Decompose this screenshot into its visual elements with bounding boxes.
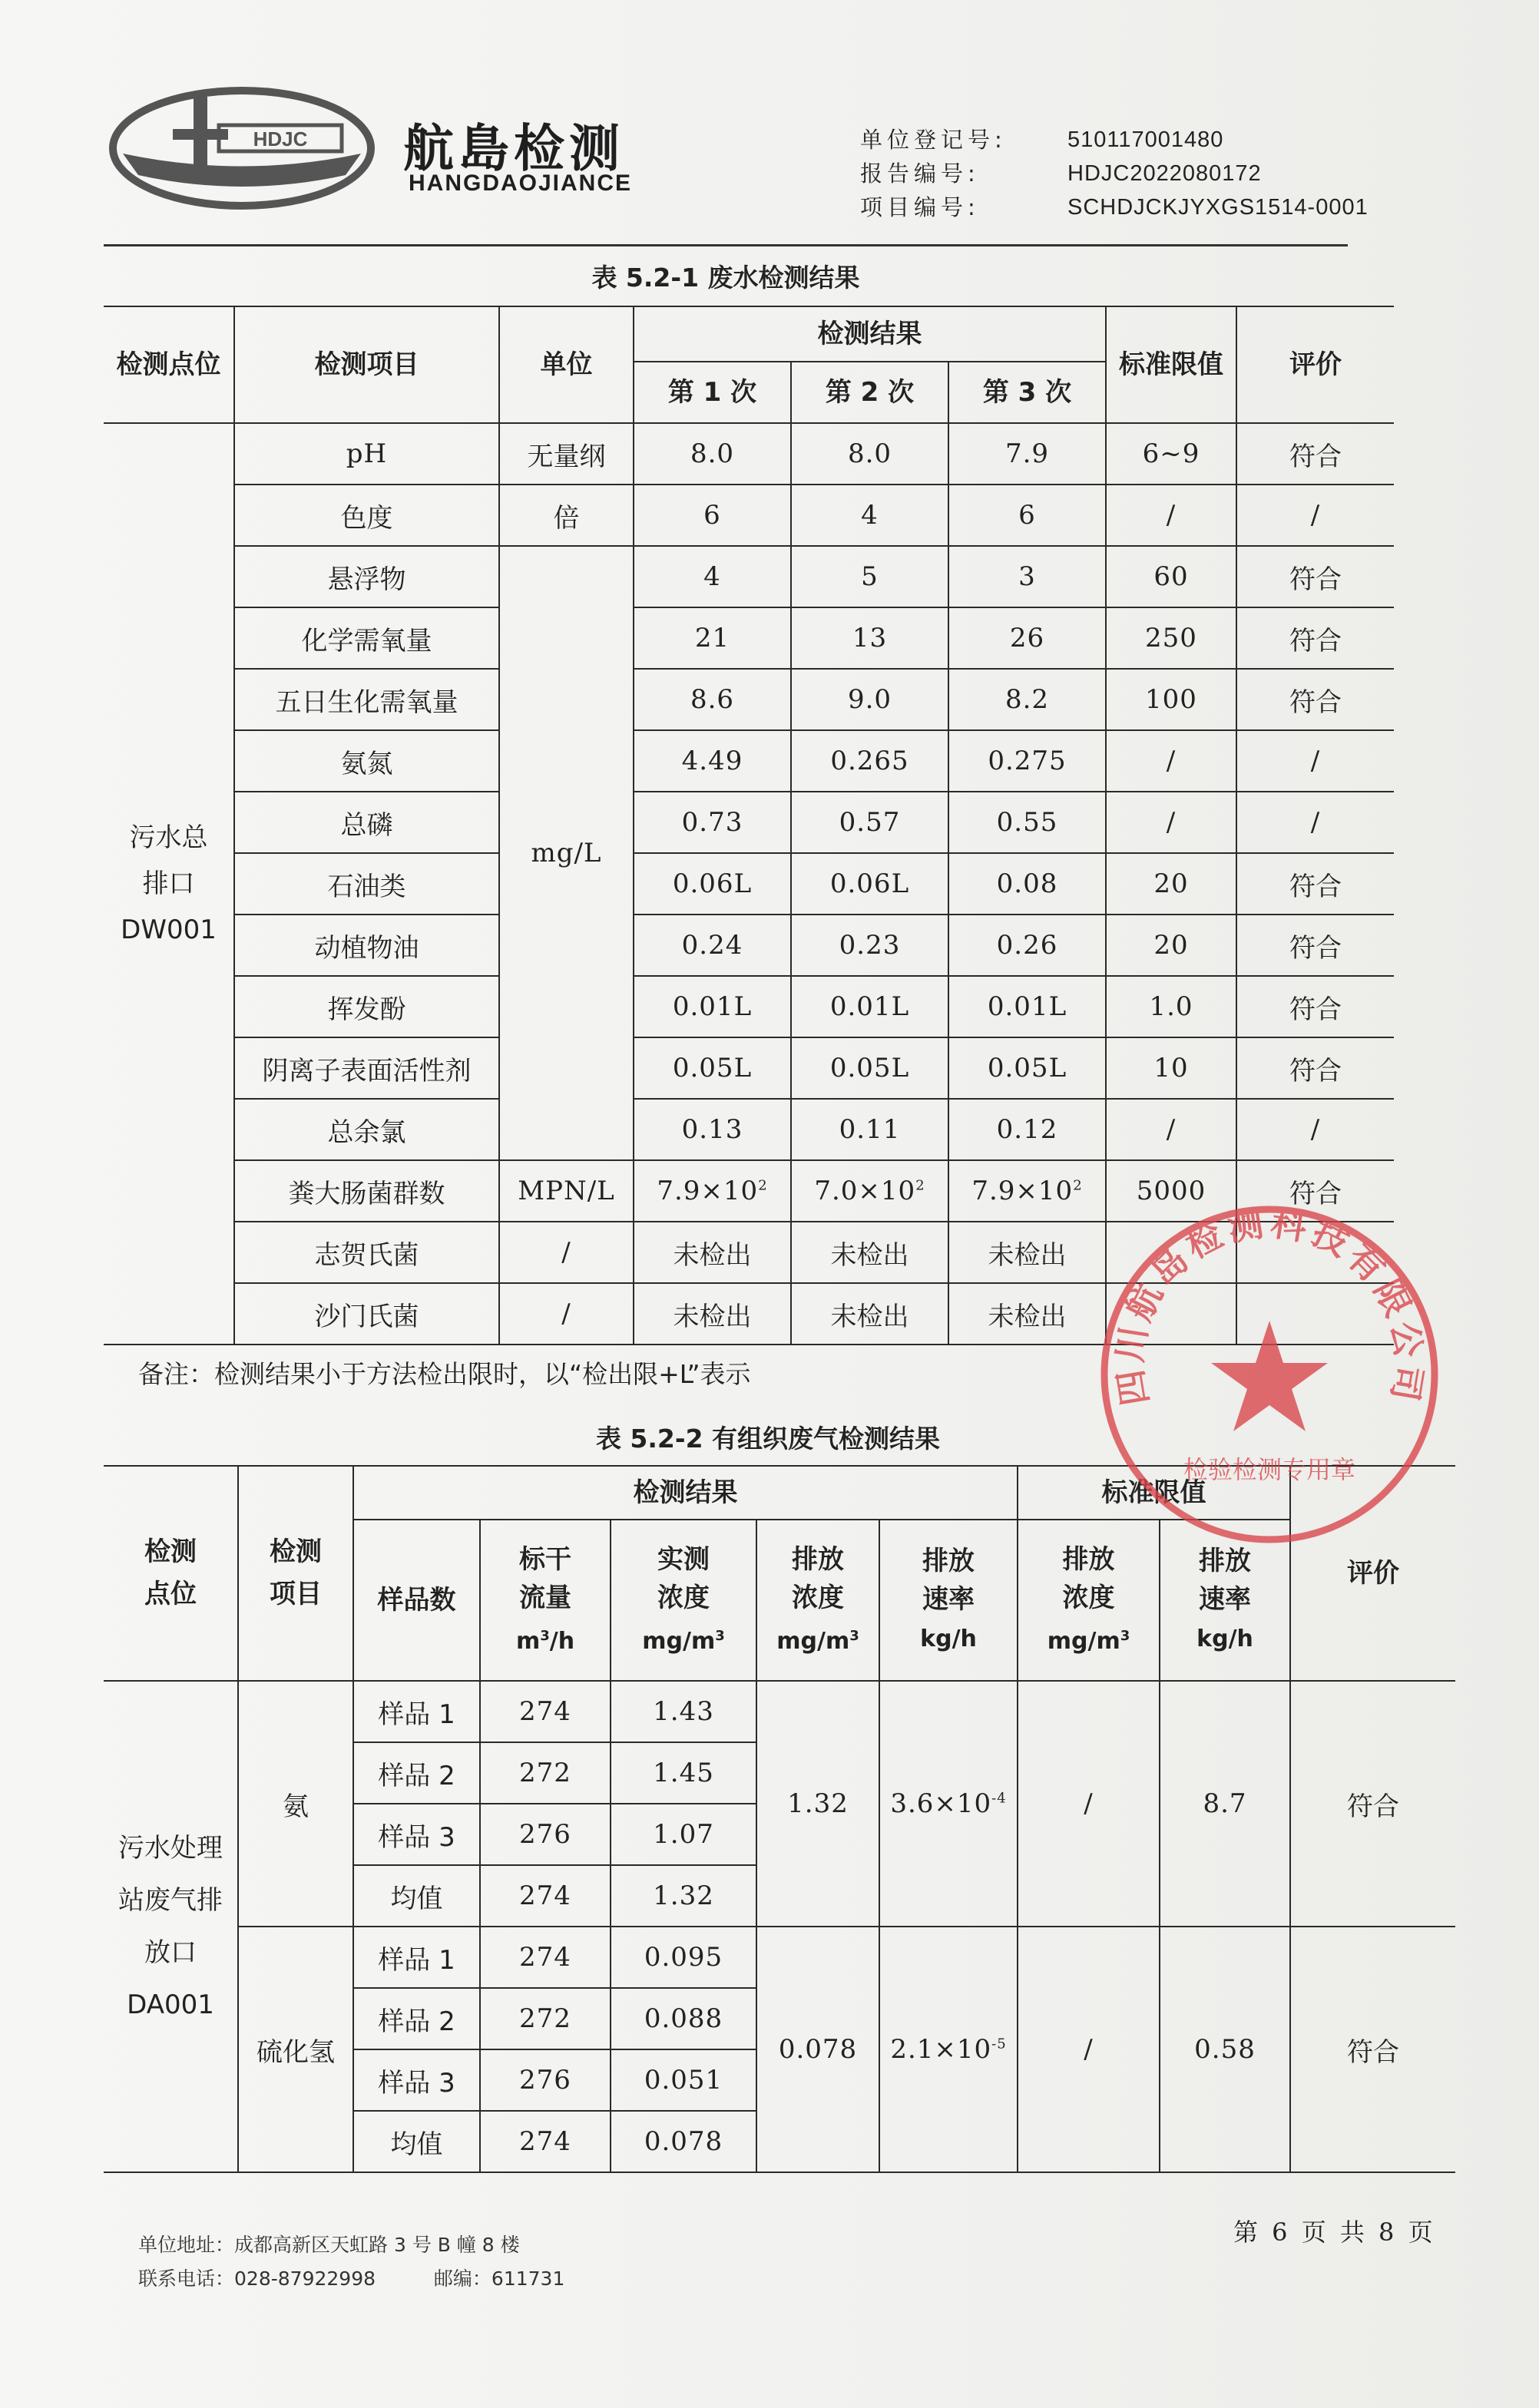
eval-cell: 符合 [1236, 423, 1394, 485]
header-results: 检测结果 [634, 306, 1106, 362]
result-cell: 0.26 [948, 915, 1106, 976]
unit-cell: 倍 [499, 485, 634, 546]
result-cell: 21 [634, 607, 791, 669]
limit-cell: 250 [1106, 607, 1236, 669]
sample-name: 样品 3 [353, 2049, 480, 2111]
flow-cell: 274 [480, 2111, 611, 2172]
table-row [104, 730, 1394, 792]
footer-contact-row [138, 2262, 564, 2296]
limit-cell: / [1106, 485, 1236, 546]
company-seal-stamp [1089, 1194, 1450, 1555]
address-value: 成都高新区天虹路 3 号 B 幢 8 楼 [234, 2234, 520, 2256]
result-cell: 0.08 [948, 853, 1106, 915]
result-cell: 未检出 [634, 1283, 791, 1345]
table-row [104, 853, 1394, 915]
report-meta [860, 123, 1369, 224]
postal-value: 611731 [491, 2267, 565, 2290]
result-cell: 5 [791, 546, 948, 607]
sample-name: 样品 2 [353, 1988, 480, 2049]
result-cell: 0.05L [948, 1037, 1106, 1099]
item-cell: 挥发酚 [234, 976, 499, 1037]
eval-cell: / [1236, 1099, 1394, 1160]
result-cell: 0.57 [791, 792, 948, 853]
flow-cell: 272 [480, 1742, 611, 1804]
eval-cell: 符合 [1236, 669, 1394, 730]
result-cell: 9.0 [791, 669, 948, 730]
table-row [104, 1099, 1394, 1160]
conc-unit: $mg/m^3$ [642, 1627, 725, 1655]
conc-cell: 0.088 [611, 1988, 756, 2049]
limit-cell: 60 [1106, 546, 1236, 607]
header-emission-conc: 排放浓度 $mg/m^3$ [756, 1520, 879, 1681]
header-site: 检测点位 [104, 306, 234, 423]
footer [138, 2228, 564, 2296]
result-cell: 0.11 [791, 1099, 948, 1160]
eval-cell: / [1236, 792, 1394, 853]
result-cell: 0.01L [948, 976, 1106, 1037]
result-cell: 6 [948, 485, 1106, 546]
result-cell: 8.0 [791, 423, 948, 485]
limit-cell: 6~9 [1106, 423, 1236, 485]
meta-label: 单位登记号: [860, 127, 1007, 153]
unit-cell: MPN/L [499, 1160, 634, 1222]
item-cell: 氨氮 [234, 730, 499, 792]
item-cell: 总磷 [234, 792, 499, 853]
result-cell: 0.24 [634, 915, 791, 976]
sample-name: 样品 1 [353, 1681, 480, 1742]
sample-name: 均值 [353, 2111, 480, 2172]
meta-value: HDJC2022080172 [1067, 161, 1262, 186]
result-exponent: 2 [1073, 1177, 1083, 1194]
sampling-site: 污水处理站废气排放口DA001 [104, 1681, 238, 2172]
conc-cell: 1.43 [611, 1681, 756, 1742]
table-row [104, 915, 1394, 976]
logo-text: HDJC [253, 127, 308, 150]
flow-cell: 276 [480, 2049, 611, 2111]
result-base: 7.0×10 [814, 1176, 916, 1206]
limit-cell: 10 [1106, 1037, 1236, 1099]
result-cell: 3 [948, 546, 1106, 607]
table-row [104, 1927, 1455, 1988]
footer-address-row [138, 2228, 564, 2262]
header-flow: 标干流量 $m^3/h$ [480, 1520, 611, 1681]
result-base: 7.9×10 [657, 1176, 759, 1206]
result-cell: 4 [634, 546, 791, 607]
flow-cell: 274 [480, 1865, 611, 1927]
result-base: 7.9×10 [971, 1176, 1074, 1206]
header-limit-rate: 排放速率 kg/h [1160, 1520, 1290, 1681]
result-cell: 8.0 [634, 423, 791, 485]
table-row [104, 1037, 1394, 1099]
header-divider [104, 244, 1348, 246]
result-cell: 4.49 [634, 730, 791, 792]
result-cell: 7.9 [948, 423, 1106, 485]
header-unit: 单位 [499, 306, 634, 423]
result-exponent: 2 [915, 1177, 925, 1194]
result-cell [791, 1160, 948, 1222]
rate-unit: kg/h [920, 1626, 977, 1652]
unit-cell: 无量纲 [499, 423, 634, 485]
limit-conc-cell: / [1018, 1927, 1160, 2172]
limit-cell: 1.0 [1106, 976, 1236, 1037]
eval-cell: 符合 [1290, 1681, 1455, 1927]
eval-cell: 符合 [1236, 607, 1394, 669]
item-cell: 总余氯 [234, 1099, 499, 1160]
meta-row-report-no [860, 157, 1369, 190]
emission-rate-cell: $2.1\times 10^{-5}$ [879, 1927, 1018, 2172]
table2-title: 表 5.2-2 有组织废气检测结果 [595, 1424, 941, 1454]
table-row [104, 669, 1394, 730]
item-cell: 色度 [234, 485, 499, 546]
result-cell: 未检出 [791, 1283, 948, 1345]
seal-star-icon [1211, 1321, 1328, 1431]
item-cell: 阴离子表面活性剂 [234, 1037, 499, 1099]
flow-cell: 274 [480, 1927, 611, 1988]
exhaust-gas-results-table [104, 1465, 1455, 2173]
brand-name-en: HANGDAOJIANCE [409, 170, 633, 196]
limit-cell: 20 [1106, 915, 1236, 976]
result-cell: 未检出 [948, 1283, 1106, 1345]
unit-cell-mgl: mg/L [499, 546, 634, 1160]
sample-name: 样品 3 [353, 1804, 480, 1865]
sample-name: 样品 2 [353, 1742, 480, 1804]
flow-cell: 272 [480, 1988, 611, 2049]
header-site: 检测点位 [104, 1466, 238, 1681]
phone-label: 联系电话： [138, 2267, 235, 2290]
result-cell: 4 [791, 485, 948, 546]
sampling-site: 污水总排口DW001 [104, 423, 234, 1345]
conc-unit: $mg/m^3$ [1047, 1627, 1130, 1655]
item-cell: 沙门氏菌 [234, 1283, 499, 1345]
result-cell [948, 1160, 1106, 1222]
header-emission-rate: 排放速率 kg/h [879, 1520, 1018, 1681]
eval-cell: 符合 [1236, 915, 1394, 976]
eval-cell: 符合 [1236, 546, 1394, 607]
eval-cell: 符合 [1236, 1037, 1394, 1099]
table1-note: 备注：检测结果小于方法检出限时，以“检出限+L”表示 [138, 1359, 751, 1389]
postal-label: 邮编： [433, 2267, 491, 2290]
wastewater-results-table [104, 306, 1394, 1345]
eval-cell: 符合 [1236, 1160, 1394, 1222]
meta-value: 510117001480 [1067, 127, 1224, 152]
conc-cell: 0.078 [611, 2111, 756, 2172]
result-cell: 0.23 [791, 915, 948, 976]
table-row [104, 976, 1394, 1037]
phone-value: 028-87922998 [234, 2267, 376, 2290]
result-cell: 8.2 [948, 669, 1106, 730]
emission-conc-cell: 0.078 [756, 1927, 879, 2172]
item-cell: 五日生化需氧量 [234, 669, 499, 730]
flow-cell: 276 [480, 1804, 611, 1865]
result-cell: 0.12 [948, 1099, 1106, 1160]
item-cell: 化学需氧量 [234, 607, 499, 669]
limit-rate-cell: 8.7 [1160, 1681, 1290, 1927]
limit-cell: / [1106, 1099, 1236, 1160]
limit-cell: / [1106, 730, 1236, 792]
table-row [104, 792, 1394, 853]
page-number: 第 6 页 共 8 页 [1233, 2218, 1436, 2247]
emission-rate-cell: $3.6\times 10^{-4}$ [879, 1681, 1018, 1927]
result-cell: 26 [948, 607, 1106, 669]
result-cell: 0.05L [791, 1037, 948, 1099]
result-cell: 6 [634, 485, 791, 546]
item-cell: 氨 [238, 1681, 353, 1927]
item-cell: pH [234, 423, 499, 485]
table-row [104, 423, 1394, 485]
header-eval: 评价 [1236, 306, 1394, 423]
conc-cell: 1.07 [611, 1804, 756, 1865]
conc-unit: $mg/m^3$ [776, 1627, 859, 1655]
table-row [104, 485, 1394, 546]
header-eval: 评价 [1290, 1466, 1455, 1681]
header-results: 检测结果 [353, 1466, 1018, 1520]
header-limit: 标准限值 [1106, 306, 1236, 423]
unit-cell: / [499, 1283, 634, 1345]
result-cell: 0.265 [791, 730, 948, 792]
brand-name-cn: 航島检测 [403, 118, 624, 178]
limit-cell: 100 [1106, 669, 1236, 730]
meta-value: SCHDJCKJYXGS1514-0001 [1067, 195, 1369, 220]
hdjc-logo-icon [108, 83, 376, 221]
result-cell: 0.275 [948, 730, 1106, 792]
flow-cell: 274 [480, 1681, 611, 1742]
flow-unit: $m^3/h$ [515, 1627, 575, 1655]
item-cell: 粪大肠菌群数 [234, 1160, 499, 1222]
item-cell: 志贺氏菌 [234, 1222, 499, 1283]
header-third: 第 3 次 [948, 362, 1106, 423]
table-row [104, 1681, 1455, 1742]
header-limit-conc: 排放浓度 $mg/m^3$ [1018, 1520, 1160, 1681]
result-cell: 0.01L [634, 976, 791, 1037]
result-cell [634, 1160, 791, 1222]
result-cell: 未检出 [791, 1222, 948, 1283]
item-cell: 石油类 [234, 853, 499, 915]
header-measured-conc: 实测浓度 $mg/m^3$ [611, 1520, 756, 1681]
limit-rate-cell: 0.58 [1160, 1927, 1290, 2172]
header-second: 第 2 次 [791, 362, 948, 423]
seal-subtext: 检验检测专用章 [1183, 1455, 1356, 1484]
sample-name: 均值 [353, 1865, 480, 1927]
result-cell: 13 [791, 607, 948, 669]
result-cell: 0.55 [948, 792, 1106, 853]
table-row [104, 607, 1394, 669]
header-item: 检测项目 [238, 1466, 353, 1681]
header-first: 第 1 次 [634, 362, 791, 423]
result-cell: 未检出 [948, 1222, 1106, 1283]
eval-cell: 符合 [1236, 976, 1394, 1037]
eval-cell: / [1236, 730, 1394, 792]
table1-title: 表 5.2-1 废水检测结果 [591, 263, 860, 293]
result-cell: 0.05L [634, 1037, 791, 1099]
meta-label: 报告编号: [860, 160, 980, 187]
eval-cell: 符合 [1290, 1927, 1455, 2172]
meta-row-project-no [860, 190, 1369, 224]
result-cell: 0.73 [634, 792, 791, 853]
conc-cell: 1.45 [611, 1742, 756, 1804]
sample-name: 样品 1 [353, 1927, 480, 1988]
meta-row-registration [860, 123, 1369, 157]
result-cell: 未检出 [634, 1222, 791, 1283]
address-label: 单位地址： [138, 2234, 235, 2256]
result-cell: 8.6 [634, 669, 791, 730]
result-cell: 0.06L [791, 853, 948, 915]
limit-conc-cell: / [1018, 1681, 1160, 1927]
unit-cell: / [499, 1222, 634, 1283]
header-limit: 标准限值 [1018, 1466, 1290, 1520]
limit-cell: 20 [1106, 853, 1236, 915]
result-cell: 0.01L [791, 976, 948, 1037]
table-row [104, 546, 1394, 607]
header-sample-count: 样品数 [353, 1520, 480, 1681]
result-cell: 0.06L [634, 853, 791, 915]
emission-conc-cell: 1.32 [756, 1681, 879, 1927]
item-cell: 动植物油 [234, 915, 499, 976]
item-cell: 硫化氢 [238, 1927, 353, 2172]
conc-cell: 1.32 [611, 1865, 756, 1927]
item-cell: 悬浮物 [234, 546, 499, 607]
eval-cell: / [1236, 485, 1394, 546]
result-exponent: 2 [758, 1177, 768, 1194]
result-cell: 0.13 [634, 1099, 791, 1160]
header-item: 检测项目 [234, 306, 499, 423]
conc-cell: 0.095 [611, 1927, 756, 1988]
rate-unit: kg/h [1196, 1626, 1253, 1652]
meta-label: 项目编号: [860, 194, 980, 220]
conc-cell: 0.051 [611, 2049, 756, 2111]
eval-cell: 符合 [1236, 853, 1394, 915]
limit-cell: / [1106, 792, 1236, 853]
seal-text: 四川航岛检测科技有限公司 [1108, 1202, 1431, 1409]
limit-cell: 5000 [1106, 1160, 1236, 1222]
